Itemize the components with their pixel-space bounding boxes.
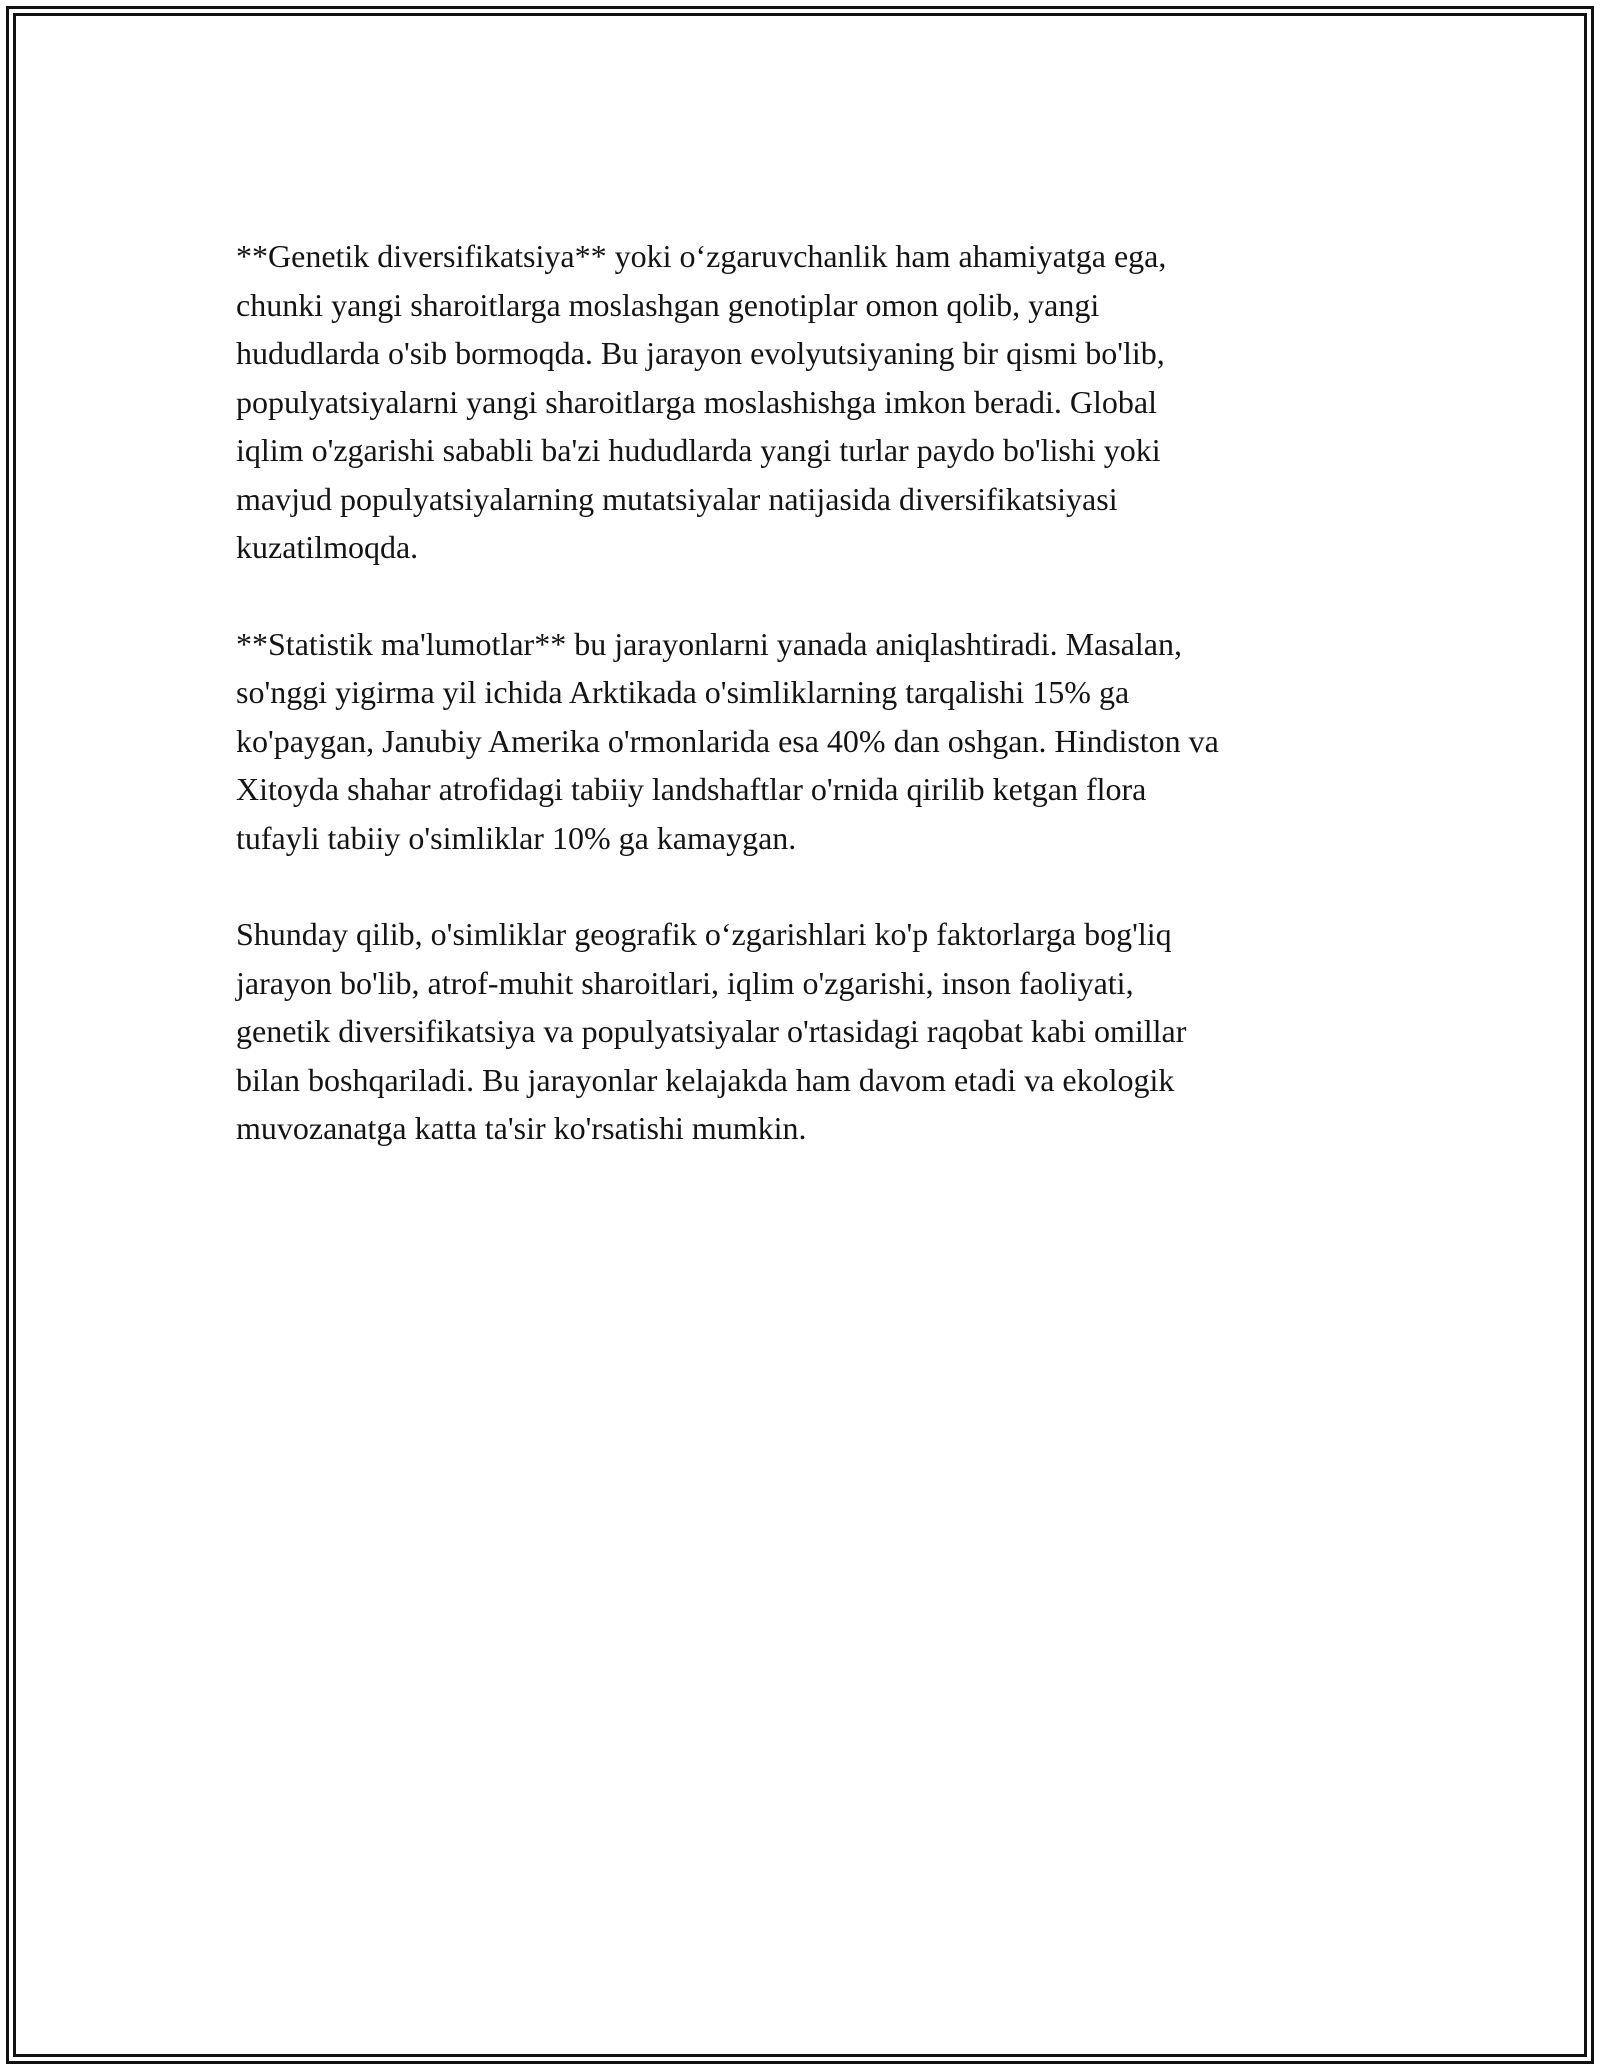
- paragraph-genetic-diversification: **Genetik diversifikatsiya** yoki o‘zgaruvchanlik ham ahamiyatga ega, chunki yangi sharoitlarga moslashgan genotiplar omon qolib, yangi hududlarda o'sib bormoqda. Bu jarayon evolyutsiyaning bir qismi bo'lib, populyatsiyalarni yangi sharoitlarga moslashishga imkon beradi. Global iqlim o'zgarishi sababli ba'zi hududlarda yangi turlar paydo bo'lishi yoki mavjud populyatsiyalarning mutatsiyalar natijasida diversifikatsiyasi kuzatilmoqda.: [236, 238, 1167, 565]
- document-body: [236, 232, 1396, 1201]
- paragraph-statistics: **Statistik ma'lumotlar** bu jarayonlarni yanada aniqlashtiradi. Masalan, so'nggi yigirma yil ichida Arktikada o'simliklarning tarqalishi 15% ga ko'paygan, Janubiy Amerika o'rmonlarida esa 40% dan oshgan. Hindiston va Xitoyda shahar atrofidagi tabiiy landshaftlar o'rnida qirilib ketgan flora tufayli tabiiy o'simliklar 10% ga kamaygan.: [236, 625, 1219, 856]
- paragraph-conclusion: Shunday qilib, o'simliklar geografik o‘zgarishlari ko'p faktorlarga bog'liq jarayon bo'lib, atrof-muhit sharoitlari, iqlim o'zgarishi, inson faoliyati, genetik diversifikatsiya va populyatsiyalar o'rtasidagi raqobat kabi omillar bilan boshqariladi. Bu jarayonlar kelajakda ham davom etadi va ekologik muvozanatga katta ta'sir ko'rsatishi mumkin.: [236, 916, 1187, 1146]
